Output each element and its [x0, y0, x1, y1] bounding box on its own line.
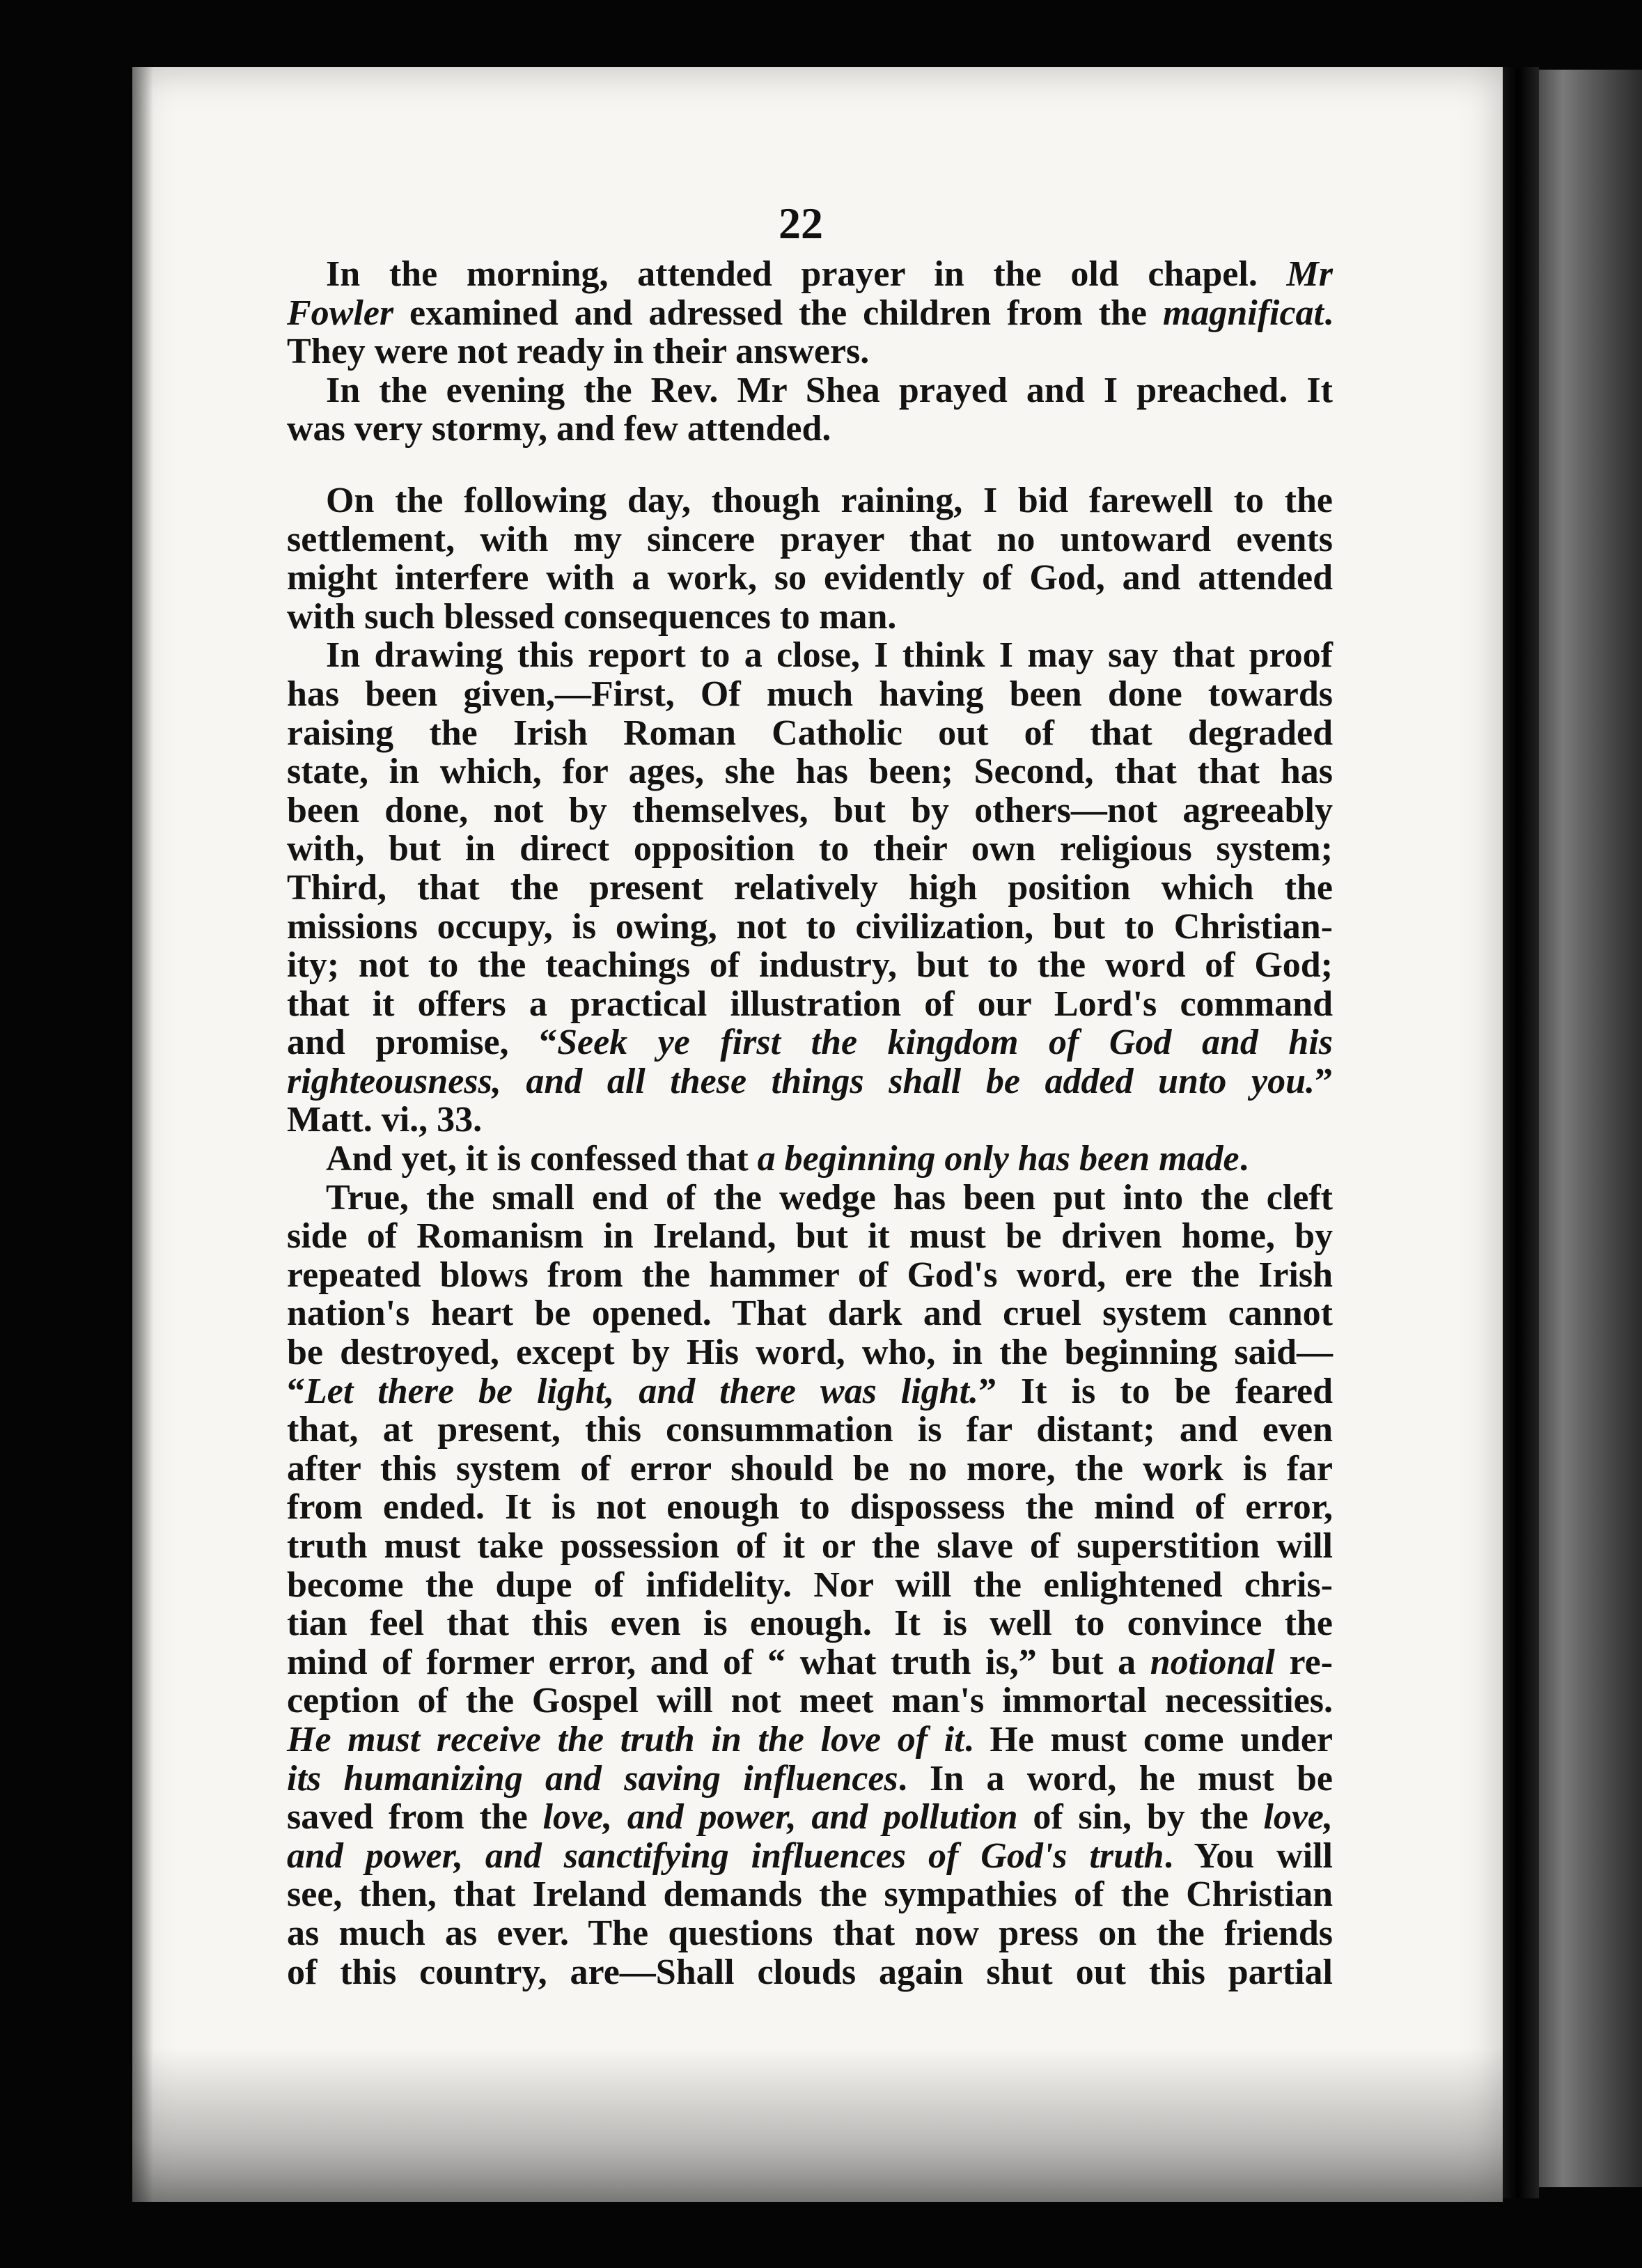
text-line	[287, 1527, 1333, 1566]
text-line	[287, 1643, 1333, 1682]
text-line	[287, 1062, 1333, 1101]
italic-text: He must receive the truth in the love of it	[287, 1719, 964, 1760]
text-line	[287, 1256, 1333, 1295]
text-span: On the following day, though raining, I bid farewell to the	[326, 480, 1333, 520]
text-line	[287, 1488, 1333, 1527]
italic-text: its humanizing and saving influences	[287, 1758, 898, 1799]
text-line	[287, 1914, 1333, 1953]
text-span: been done, not by themselves, but by others—not agreeably	[287, 790, 1333, 830]
text-line	[287, 752, 1333, 791]
text-line	[287, 1333, 1333, 1372]
text-span: might interfere with a work, so evidently of God, and attended	[287, 558, 1333, 598]
text-span: ”	[1315, 1061, 1333, 1101]
text-span: has been given,—First, Of much having been done towards	[287, 674, 1333, 714]
text-span: In the evening the Rev. Mr Shea prayed and I preached. It	[326, 370, 1333, 410]
text-line	[287, 714, 1333, 753]
text-line	[287, 791, 1333, 830]
page-number: 22	[779, 199, 823, 248]
italic-text: love,	[1263, 1797, 1333, 1838]
text-line	[287, 598, 1333, 637]
text-line	[287, 830, 1333, 869]
text-line	[287, 869, 1333, 908]
text-span: be destroyed, except by His word, who, in the beginning said—	[287, 1333, 1333, 1373]
text-span: settlement, with my sincere prayer that no untoward events	[287, 519, 1333, 559]
text-span: Matt. vi., 33.	[287, 1100, 483, 1140]
text-span: that, at present, this consummation is far distant; and even	[287, 1410, 1333, 1450]
text-span: repeated blows from the hammer of God's word, ere the Irish	[287, 1255, 1333, 1295]
text-span: raising the Irish Roman Catholic out of that degraded	[287, 713, 1333, 753]
italic-text: notional	[1150, 1642, 1275, 1682]
text-span: tian feel that this even is enough. It is well to convince the	[287, 1603, 1333, 1644]
italic-text: righteousness, and all these things shall be added unto you.	[287, 1061, 1315, 1101]
text-span: And yet, it is confessed that	[326, 1139, 758, 1179]
facing-page-edge	[1529, 70, 1642, 2187]
text-span: with such blessed consequences to man.	[287, 596, 897, 637]
text-span: and promise, “	[287, 1023, 558, 1063]
text-line	[287, 332, 1333, 371]
text-line	[287, 520, 1333, 559]
text-span: after this system of error should be no more, the work is far	[287, 1448, 1333, 1489]
text-span: In the morning, attended prayer in the old chapel.	[326, 254, 1287, 294]
text-span: “	[287, 1371, 305, 1411]
text-line	[287, 410, 1333, 449]
text-span: as much as ever. The questions that now press on the friends	[287, 1913, 1333, 1953]
text-span: They were not ready in their answers.	[287, 332, 870, 372]
text-line	[287, 946, 1333, 985]
italic-text: magnificat	[1162, 293, 1324, 333]
text-line	[287, 1411, 1333, 1450]
text-span: In drawing this report to a close, I think I may say that proof	[326, 635, 1333, 676]
text-line	[287, 1294, 1333, 1333]
text-span: re-	[1274, 1642, 1333, 1682]
text-span: state, in which, for ages, she has been; Second, that that has	[287, 752, 1333, 792]
italic-text: Seek ye first the kingdom of God and his	[557, 1023, 1334, 1063]
italic-text: a beginning only has been made	[757, 1139, 1240, 1179]
text-span: nation's heart be opened. That dark and cruel system cannot	[287, 1294, 1333, 1334]
text-span: with, but in direct opposition to their own religious system;	[287, 829, 1333, 869]
text-span: . In a word, he must be	[898, 1758, 1333, 1799]
text-span: mind of former error, and of “ what truth is,” but a	[287, 1642, 1150, 1682]
text-span: missions occupy, is owing, not to civilization, but to Christian-	[287, 906, 1333, 947]
text-line	[287, 1681, 1333, 1721]
text-span: of sin, by the	[1017, 1797, 1264, 1838]
text-line	[287, 1953, 1333, 1992]
text-span: examined and adressed the children from the	[393, 293, 1163, 333]
text-line	[287, 1566, 1333, 1605]
page-bottom-shadow	[132, 2048, 1503, 2202]
italic-text: Mr	[1286, 254, 1333, 294]
text-line	[287, 1450, 1333, 1489]
text-line	[287, 1023, 1333, 1062]
text-span: that it offers a practical illustration of our Lord's command	[287, 984, 1333, 1024]
text-line	[287, 1760, 1333, 1799]
text-span: of this country, are—Shall clouds again shut out this partial	[287, 1952, 1333, 1992]
text-line	[287, 985, 1333, 1024]
text-line	[287, 675, 1333, 714]
text-span: truth must take possession of it or the slave of superstition will	[287, 1526, 1333, 1566]
text-span: . He must come under	[964, 1719, 1334, 1760]
text-line	[287, 1837, 1333, 1876]
text-span: side of Romanism in Ireland, but it must be driven home, by	[287, 1216, 1333, 1257]
text-span: was very stormy, and few attended.	[287, 409, 831, 449]
text-line	[287, 636, 1333, 675]
text-span: ” It is to be feared	[978, 1371, 1334, 1411]
gutter-shadow	[1497, 67, 1539, 2198]
text-span: become the dupe of infidelity. Nor will the enlightened chris-	[287, 1564, 1333, 1605]
text-span: ity; not to the teachings of industry, but to the word of God;	[287, 945, 1333, 986]
text-line	[287, 1372, 1333, 1411]
italic-text: Fowler	[287, 293, 394, 333]
italic-text: Let there be light, and there was light.	[305, 1371, 979, 1411]
text-line	[287, 1875, 1333, 1914]
text-span: saved from the	[287, 1797, 543, 1838]
text-span: . You will	[1164, 1835, 1333, 1876]
text-line	[287, 908, 1333, 947]
text-line	[287, 1721, 1333, 1760]
text-line	[287, 1217, 1333, 1256]
text-line	[287, 1604, 1333, 1643]
text-span: .	[1239, 1139, 1249, 1179]
text-span: ception of the Gospel will not meet man's immortal necessities.	[287, 1681, 1333, 1721]
text-span: from ended. It is not enough to dispossess the mind of error,	[287, 1487, 1333, 1528]
text-line	[287, 1140, 1333, 1179]
text-line	[287, 1179, 1333, 1218]
text-span: see, then, that Ireland demands the sympathies of the Christian	[287, 1874, 1333, 1915]
page-edge-shadow	[132, 67, 153, 2202]
text-span: True, the small end of the wedge has been put into the cleft	[326, 1177, 1333, 1218]
text-span: .	[1324, 293, 1333, 333]
italic-text: love, and power, and pollution	[542, 1797, 1018, 1838]
text-line	[287, 371, 1333, 410]
text-line	[287, 559, 1333, 598]
italic-text: and power, and sanctifying influences of God's truth	[287, 1835, 1164, 1876]
text-line	[287, 1101, 1333, 1140]
text-line	[287, 481, 1333, 520]
text-line	[287, 1798, 1333, 1837]
text-line	[287, 255, 1333, 294]
body-text	[287, 255, 1333, 1991]
text-span: Third, that the present relatively high position which the	[287, 867, 1333, 908]
text-line	[287, 294, 1333, 333]
